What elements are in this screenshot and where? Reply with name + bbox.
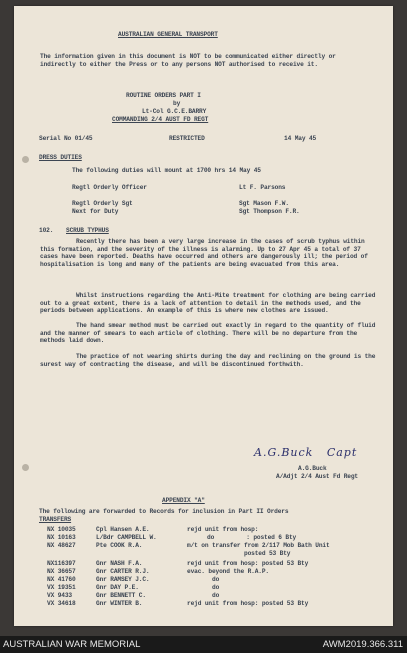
- section-102-paragraph: The practice of not wearing shirts during the day and reclining on the ground is the surest way of contracting the disease, and will be discontinued forthwith.: [40, 353, 376, 368]
- table-cell-name: L/Bdr CAMPBELL W.: [96, 534, 157, 541]
- duty-name: Sgt Mason F.W.: [239, 200, 289, 207]
- section-101-intro: The following duties will mount at 1700 hrs 14 May 45: [72, 167, 261, 174]
- table-cell-name: Gnr WINTER B.: [96, 600, 143, 607]
- table-cell-detail: m/t on transfer from 2/117 Mob Bath Unit: [187, 542, 330, 549]
- table-cell-name: Gnr RAMSEY J.C.: [96, 576, 150, 583]
- section-102-paragraph: Recently there has been a very large increase in the cases of scrub typhus within this formation, and the severity of the illness is alarming. Up to 27 Apr 45 a total of 37 cases have been reported. Deaths have occurred and others are dangerously ill; the period of hospitalisation is long and many of the patients are being evacuated from this area.: [40, 238, 368, 268]
- table-cell-number: NX 10163: [47, 534, 76, 541]
- serial-number: Serial No 01/45: [39, 135, 93, 142]
- table-cell-name: Pte COOK R.A.: [96, 542, 143, 549]
- table-cell-detail: do: [212, 584, 220, 591]
- table-cell-number: NX116397: [47, 560, 76, 567]
- duty-name: Sgt Thompson F.R.: [239, 208, 300, 215]
- duty-name: Lt F. Parsons: [239, 184, 286, 191]
- appendix-intro: The following are forwarded to Records for inclusion in Part II Orders: [39, 508, 289, 515]
- punch-hole: [22, 156, 29, 163]
- section-102-title: SCRUB TYPHUS: [66, 227, 109, 234]
- archive-footer: [0, 636, 407, 653]
- security-notice: The information given in this document is NOT to be communicated either directly or indirectly to either the Press or to any persons NOT authorised to receive it.: [40, 53, 336, 68]
- table-cell-number: VX 19351: [47, 584, 76, 591]
- table-cell-name: Gnr DAY P.E.: [96, 584, 139, 591]
- document-page: [14, 6, 393, 626]
- table-cell-number: VX 34618: [47, 600, 76, 607]
- title-line-2: by: [173, 100, 181, 107]
- table-cell-detail: do: [212, 592, 220, 599]
- table-cell-number: NX 10035: [47, 526, 76, 533]
- table-cell-number: NX 36657: [47, 568, 76, 575]
- title-line-3: Lt-Col G.C.E.BARRY: [142, 108, 207, 115]
- duty-role: Regtl Orderly Officer: [72, 184, 147, 191]
- table-cell-name: Gnr CARTER R.J.: [96, 568, 150, 575]
- signatory-appointment: A/Adjt 2/4 Aust Fd Regt: [276, 473, 358, 480]
- footer-institution: AUSTRALIAN WAR MEMORIAL: [3, 639, 141, 650]
- handwritten-signature: A.G.Buck Capt: [254, 446, 358, 459]
- section-102-paragraph: The hand smear method must be carried out exactly in regard to the quantity of fluid and the manner of smears to each article of clothing. There will be no departure from the methods laid down.: [40, 322, 376, 345]
- punch-hole: [22, 464, 29, 471]
- section-102-number: 102.: [39, 227, 54, 234]
- section-101-title: DRESS DUTIES: [39, 154, 82, 161]
- document-heading: AUSTRALIAN GENERAL TRANSPORT: [118, 31, 218, 38]
- duty-role: Next for Duty: [72, 208, 119, 215]
- table-cell-number: NX 48627: [47, 542, 76, 549]
- signatory-name: A.G.Buck: [298, 465, 327, 472]
- table-cell-detail: posted 53 Bty: [244, 550, 291, 557]
- title-line-4: COMMANDING 2/4 AUST FD REGT: [112, 116, 209, 123]
- table-cell-detail: rejd unit from hosp:: [187, 526, 259, 533]
- appendix-title: APPENDIX "A": [162, 497, 205, 504]
- table-cell-detail: evac. beyond the R.A.P.: [187, 568, 269, 575]
- section-102-paragraph: Whilst instructions regarding the Anti-Mite treatment for clothing are being carried out to a great extent, there is a lack of attention to detail in the methods used, and the periods between applications. An example of this is where new clothes are issued.: [40, 292, 376, 315]
- table-cell-name: Cpl Hansen A.E.: [96, 526, 150, 533]
- table-cell-name: Gnr NASH F.A.: [96, 560, 143, 567]
- duty-role: Regtl Orderly Sgt: [72, 200, 133, 207]
- footer-accession-number: AWM2019.366.311: [322, 639, 403, 650]
- title-line-1: ROUTINE ORDERS PART I: [126, 92, 201, 99]
- table-cell-detail: do: [212, 576, 220, 583]
- order-date: 14 May 45: [284, 135, 317, 142]
- table-cell-name: Gnr BENNETT C.: [96, 592, 146, 599]
- table-cell-detail: rejd unit from hosp: posted 53 Bty: [187, 600, 309, 607]
- classification: RESTRICTED: [169, 135, 205, 142]
- table-cell-detail: do : posted 6 Bty: [207, 534, 297, 541]
- appendix-subheading: TRANSFERS: [39, 516, 72, 523]
- table-cell-detail: rejd unit from hosp: posted 53 Bty: [187, 560, 309, 567]
- table-cell-number: NX 41760: [47, 576, 76, 583]
- table-cell-number: VX 9433: [47, 592, 72, 599]
